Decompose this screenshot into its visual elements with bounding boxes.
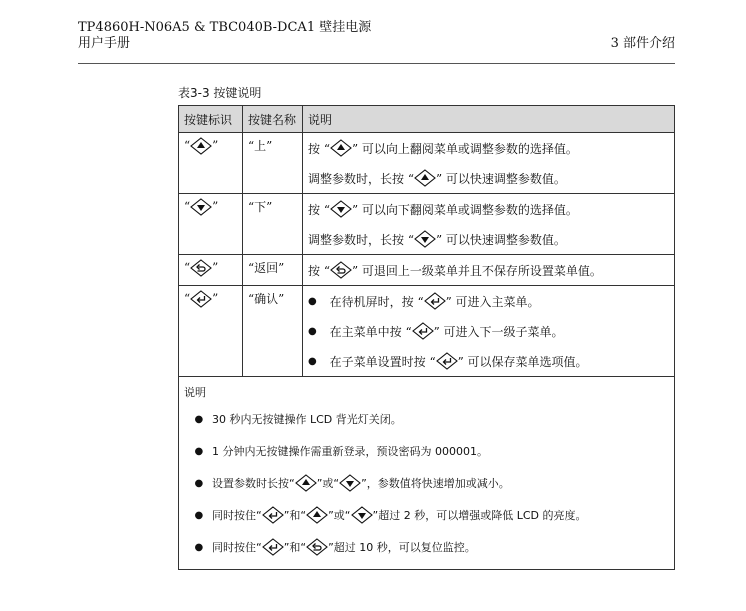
table-row [179,255,675,286]
bullet-icon: ● [194,413,204,425]
col-header-description: 说明 [303,106,675,133]
bullet-icon: ● [308,355,317,367]
bullet-icon: ● [194,541,204,553]
col-header-key-symbol: 按键标识 [179,106,243,133]
note-item: ● 同时按住“ ”和“ ”或“ ”超过 2 秒，可以增强或降低 LCD 的亮度。 [184,499,669,531]
description-line: 调整参数时，长按 “ ” 可以快速调整参数值。 [308,224,669,254]
description-line: 按 “ ” 可退回上一级菜单并且不保存所设置菜单值。 [308,255,669,285]
note-row [179,377,675,570]
key-name: “确认” [243,286,303,377]
key-description [303,286,675,377]
key-name: “返回” [243,255,303,286]
key-table [178,105,675,570]
table-row [179,133,675,194]
enter-key-icon [190,290,212,308]
note-item: ● 同时按住“ ”和“ ”超过 10 秒，可以复位监控。 [184,531,669,563]
bullet-icon: ● [194,509,204,521]
note-title: 说明 [184,386,206,399]
down-key-icon [351,506,373,524]
description-line: 按 “ ” 可以向下翻阅菜单或调整参数的选择值。 [308,194,669,224]
key-symbol-cell: “ ” [179,133,243,194]
chapter-label: 3 部件介绍 [610,36,675,51]
key-description [303,255,675,286]
back-key-icon [330,261,352,279]
col-header-key-name: 按键名称 [243,106,303,133]
enter-key-icon [262,506,284,524]
enter-key-icon [412,322,434,340]
key-name: “下” [243,194,303,255]
up-key-icon [306,506,328,524]
up-key-icon [295,474,317,492]
manual-label: 用户手册 [78,36,131,51]
bullet-icon: ● [308,325,317,337]
enter-key-icon [424,292,446,310]
doc-title: TP4860H-N06A5 & TBC040B-DCA1 壁挂电源 [78,20,372,35]
key-description [303,194,675,255]
key-name: “上” [243,133,303,194]
key-symbol-cell: “ ” [179,255,243,286]
description-line: 调整参数时，长按 “ ” 可以快速调整参数值。 [308,163,669,193]
back-key-icon [190,259,212,277]
table-row [179,194,675,255]
table-header-row [179,106,675,133]
down-key-icon [330,200,352,218]
enter-key-icon [436,352,458,370]
header-rule [78,63,675,64]
description-bullet: ● 在待机屏时，按 “ ” 可进入主菜单。 [308,286,669,316]
back-key-icon [306,538,328,556]
page-header [78,20,675,52]
down-key-icon [190,198,212,216]
table-row [179,286,675,377]
table-caption: 表3-3 按键说明 [178,86,262,100]
down-key-icon [414,230,436,248]
up-key-icon [414,169,436,187]
enter-key-icon [262,538,284,556]
key-symbol-cell: “ ” [179,194,243,255]
key-description [303,133,675,194]
note-item: ● 1 分钟内无按键操作需重新登录，预设密码为 000001。 [194,445,488,458]
note-item: ● 30 秒内无按键操作 LCD 背光灯关闭。 [194,413,402,426]
up-key-icon [330,139,352,157]
note-item: ● 设置参数时长按“ ”或“ ”，参数值将快速增加或减小。 [184,467,669,499]
down-key-icon [339,474,361,492]
bullet-icon: ● [194,445,204,457]
description-bullet: ● 在子菜单设置时按 “ ” 可以保存菜单选项值。 [308,346,669,376]
bullet-icon: ● [194,477,204,489]
description-bullet: ● 在主菜单中按 “ ” 可进入下一级子菜单。 [308,316,669,346]
description-line: 按 “ ” 可以向上翻阅菜单或调整参数的选择值。 [308,133,669,163]
key-symbol-cell: “ ” [179,286,243,377]
bullet-icon: ● [308,295,317,307]
up-key-icon [190,137,212,155]
